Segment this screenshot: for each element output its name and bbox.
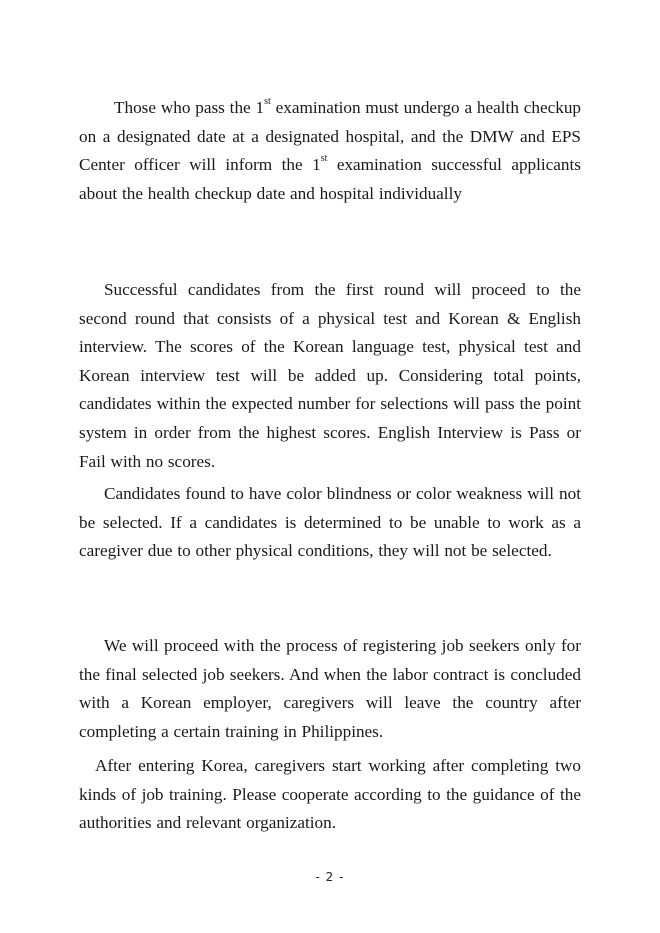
paragraph-text: examination must undergo a health checkup on a designated date at a designated hospital, and the DMW and EPS Center officer will inform the 1 — [79, 98, 582, 175]
paragraph-second-round: Successful candidates from the first round will proceed to the second round that consists of a physical test and Korean & English interview. The scores of the Korean language test, physical test and Korean interview test will be added up. Considering total points, candidates within the expected number for selections will pass the point system in order from the highest scores. English Interview is Pass or Fail with no scores. — [79, 280, 581, 471]
paragraph-text: examination successful applicants about the health checkup date and hospital individually — [79, 155, 581, 203]
ordinal-suffix: st — [264, 96, 271, 108]
paragraph-text: Those who pass the 1 — [114, 98, 265, 117]
paragraph-health-checkup — [79, 94, 581, 208]
ordinal-suffix: st — [320, 153, 328, 165]
paragraph-job-seeker-registration: We will proceed with the process of registering job seekers only for the final selected job seekers. And when the labor contract is concluded with a Korean employer, caregivers will leave the country after completing a certain training in Philippines. — [79, 636, 581, 741]
paragraph-color-blindness: Candidates found to have color blindness or color weakness will not be selected. If a candidates is determined to be unable to work as a caregiver due to other physical conditions, they will not be selected. — [79, 484, 581, 561]
paragraph-job-training: After entering Korea, caregivers start working after completing two kinds of job training. Please cooperate according to the guidance of the authorities and relevant organization. — [79, 756, 581, 833]
page-number: - 2 - — [315, 870, 345, 884]
